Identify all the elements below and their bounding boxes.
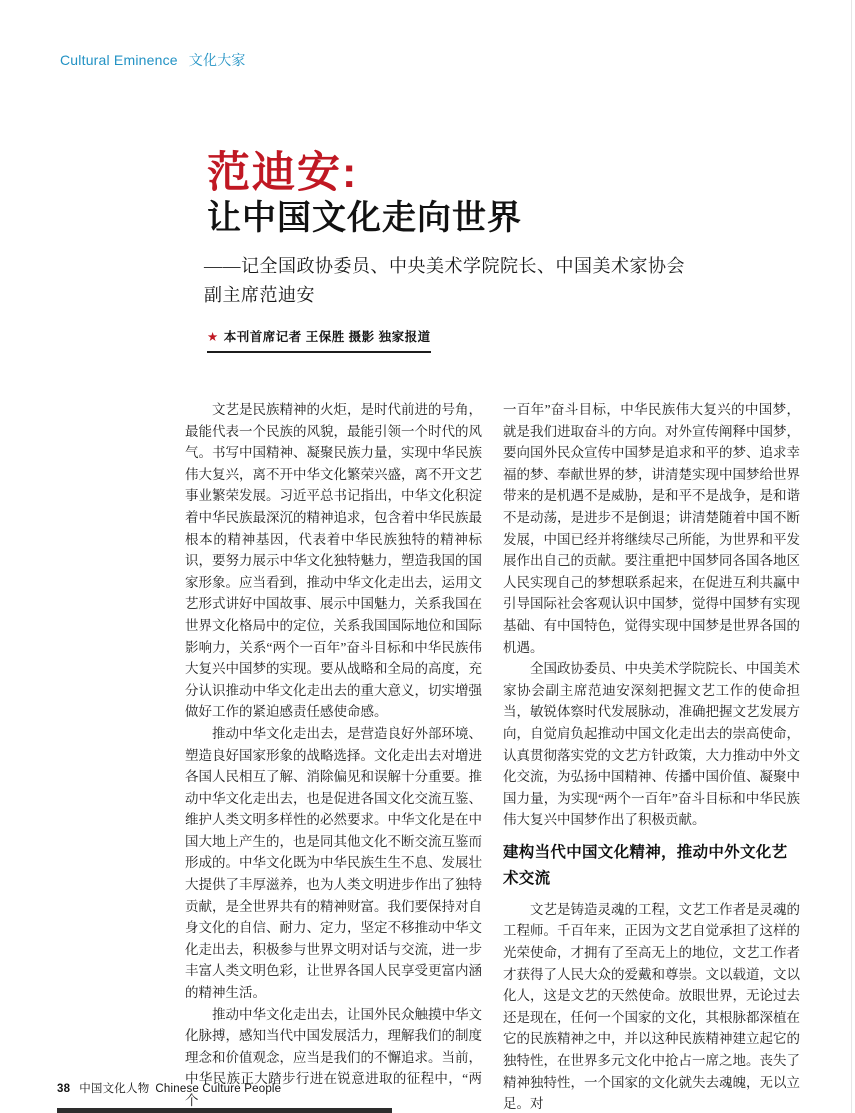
article-paragraph: 文艺是民族精神的火炬，是时代前进的号角，最能代表一个民族的风貌，最能引领一个时代的风气。书写中国精神、凝聚民族力量，实现中华民族伟大复兴，离不开中华文化繁荣兴盛，离不开文艺事业繁荣发展。习近平总书记指出，中华文化积淀着中华民族最深沉的精神追求，包含着中华民族最根本的精神基因，代表着中华民族独特的精神标识，要努力展示中华文化独特魅力，塑造我国的国家形象。应当看到，推动中华文化走出去，运用文艺形式讲好中国故事、展示中国魅力，关系我国在世界文化格局中的定位，关系我国国际地位和国际影响力，关系“两个一百年”奋斗目标和中华民族伟大复兴中国梦的实现。要从战略和全局的高度，充分认识推动中华文化走出去的重大意义，切实增强做好工作的紧迫感责任感使命感。 [185,402,482,720]
bottom-crop-bar [57,1108,392,1113]
byline [207,327,431,353]
byline-text: 本刊首席记者 王保胜 摄影 独家报道 [223,330,431,344]
article-paragraph: 全国政协委员、中央美术学院院长、中国美术家协会副主席范迪安深刻把握文艺工作的使命担当，敏锐体察时代发展脉动，准确把握文艺发展方向，自觉肩负起推动中国文化走出去的崇高使命，认真贯彻落实党的文艺方针政策，大力推动中外文化交流，为弘扬中国精神、传播中国价值、凝聚中国力量，为实现“两个一百年”奋斗目标和中华民族伟大复兴中国梦作出了积极贡献。 [503,661,800,828]
article-subtitle-line1: ——记全国政协委员、中央美术学院院长、中国美术家协会 [204,256,685,276]
journal-name-zh: 中国文化人物 [79,1083,150,1095]
article-column-right [503,399,800,1113]
page-edge-line [851,0,852,1113]
article-subtitle-line2: 副主席范迪安 [204,285,315,305]
article-paragraph: 文艺是铸造灵魂的工程，文艺工作者是灵魂的工程师。千百年来，正因为文艺自觉承担了这样的光荣使命，才拥有了至高无上的地位，文艺工作者才获得了人民大众的爱戴和尊崇。文以载道，文以化人，这是文艺的天然使命。放眼世界，无论过去还是现在，任何一个国家的文化，其根脉都深植在它的民族精神之中，并以这种民族精神建立起它的独特性，在世界多元文化中抢占一席之地。丧失了精神独特性，一个国家的文化就失去魂魄，无以立足。对 [503,901,800,1112]
article-paragraph: 推动中华文化走出去，是营造良好外部环境、塑造良好国家形象的战略选择。文化走出去对增进各国人民相互了解、消除偏见和误解十分重要。推动中华文化走出去，也是促进各国文化交流互鉴、维护人类文明多样性的必然要求。中华文化是在中国大地上产生的，也是同其他文化不断交流互鉴而形成的。中华文化既为中华民族生生不息、发展壮大提供了丰厚滋养，也为人类文明进步作出了独特贡献，是全世界共有的精神财富。我们要保持对自身文化的自信、耐力、定力，坚定不移推动中华文化走出去，积极参与世界文明对话与交流，进一步丰富人类文明色彩，让世界各国人民享受更富内涵的精神生活。 [185,725,482,1001]
page-footer [57,1080,281,1096]
journal-name-en: Chinese Culture People [155,1083,282,1095]
section-kicker-zh: 文化大家 [188,52,246,68]
article-paragraph: 一百年”奋斗目标，中华民族伟大复兴的中国梦，就是我们进取奋斗的方向。对外宣传阐释中国梦，要向国外民众宣传中国梦是追求和平的梦、追求幸福的梦、奉献世界的梦，讲清楚实现中国梦给世界带来的是机遇不是威胁，是和平不是战争，是和谐不是动荡，是进步不是倒退；讲清楚随着中国不断发展，中国已经并将继续尽己所能，为世界和平发展作出自己的贡献。要注重把中国梦同各国各地区人民实现自己的梦想联系起来，在促进互利共赢中引导国际社会客观认识中国梦，觉得中国梦有实现基础、有中国特色，觉得实现中国梦是世界各国的机遇。 [503,402,800,655]
section-heading: 建构当代中国文化精神，推动中外文化艺术交流 [503,843,788,887]
star-icon: ★ [207,330,219,344]
article-title-name: 范迪安: [207,149,359,197]
article-paragraph: 推动中华文化走出去，让国外民众触摸中华文化脉搏，感知当代中国发展活力，理解我们的制度理念和价值观念，应当是我们的不懈追求。当前，中华民族正大踏步行进在锐意进取的征程中，“两个 [185,1006,482,1108]
article-subtitle [204,252,685,310]
section-kicker [60,50,246,70]
section-kicker-en: Cultural Eminence [60,52,178,68]
page-number: 38 [57,1083,71,1095]
article-title-headline: 让中国文化走向世界 [207,200,522,237]
article-column-left [185,399,482,1112]
